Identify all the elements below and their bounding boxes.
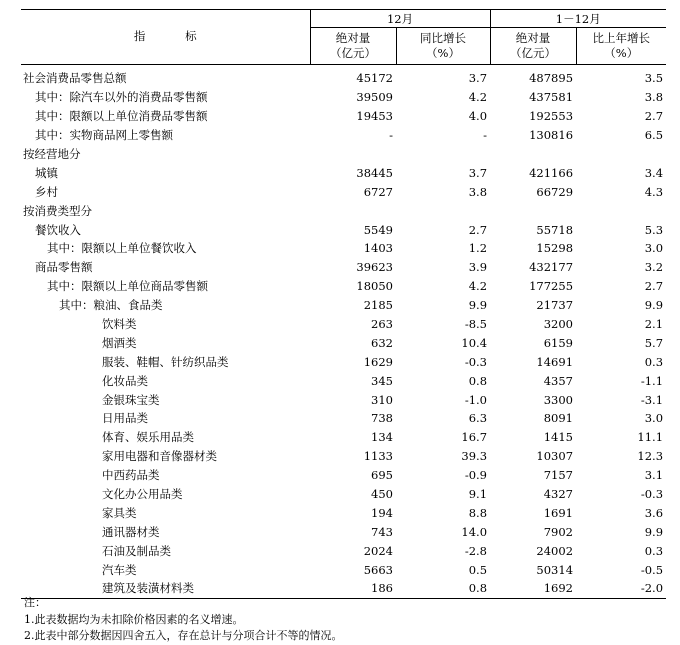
month-yoy-value: 2.7 [468,222,488,237]
row-label: 文化办公用品类 [102,487,183,502]
row-label: 中西药品类 [102,468,160,483]
row-label: 商品零售额 [35,260,93,275]
row-label: 服装、鞋帽、针纺织品类 [102,354,229,369]
month-abs-value: 2024 [363,543,393,558]
ytd-growth-value: 5.3 [644,222,664,237]
row-label: 其中：实物商品网上零售额 [35,128,173,143]
month-abs-value: 450 [371,487,393,502]
month-abs-value: 38445 [356,165,393,180]
table-row [21,503,666,522]
month-abs-value: 39509 [356,90,393,105]
ytd-growth-value: 3.1 [644,468,664,483]
month-abs-value: 2185 [363,298,393,313]
table-row [21,447,666,466]
month-yoy-value: 39.3 [461,449,488,464]
ytd-abs-value: 3300 [543,392,574,407]
table-row [21,466,666,485]
table-row [21,277,666,296]
month-abs-value: 345 [371,373,393,388]
ytd-abs-value: 4327 [543,487,574,502]
month-abs-value: 1133 [363,449,393,464]
month-yoy-value: -1.0 [464,392,488,407]
month-abs-value: 134 [371,430,393,445]
month-abs-value: 310 [371,392,393,407]
table-row [21,371,666,390]
ytd-growth-value: 2.1 [644,317,664,332]
percent-label: （%） [426,46,460,60]
ytd-growth-value: 3.5 [644,71,664,86]
table-row [21,409,666,428]
ytd-abs-value: 24002 [536,543,574,558]
month-yoy-value: -2.8 [464,543,488,558]
row-label: 金银珠宝类 [102,392,160,407]
ytd-growth-value [576,201,666,220]
month-abs-value: 19453 [356,109,393,124]
ytd-abs-value: 421166 [529,165,574,180]
row-label: 日用品类 [102,411,148,426]
month-yoy-value: 16.7 [461,430,488,445]
table-row [21,65,666,88]
row-label: 其中：限额以上单位餐饮收入 [47,241,197,256]
table-row [21,485,666,504]
ytd-abs-value: 55718 [536,222,574,237]
ytd-abs-value: 15298 [536,241,574,256]
month-yoy-value: 4.2 [468,90,488,105]
table-row [21,88,666,107]
table-row [21,201,666,220]
month-abs-value: 743 [371,524,393,539]
ytd-growth-value: -0.5 [640,562,664,577]
month-abs-value: 1403 [363,241,393,256]
ytd-growth-value: 0.3 [644,543,664,558]
ytd-abs-value: 21737 [536,298,574,313]
yoy-label: 同比增长 [420,31,466,45]
month-yoy-value: 3.7 [468,71,488,86]
month-yoy-value: 6.3 [468,411,488,426]
ytd-growth-value: 2.7 [644,279,664,294]
ytd-abs-value: 8091 [543,411,574,426]
ytd-abs-header [490,28,576,65]
row-label: 石油及制品类 [102,543,171,558]
note-1: 1.此表数据均为未扣除价格因素的名义增速。 [24,612,244,626]
ytd-growth-value: -0.3 [640,487,664,502]
ytd-abs-value: 1691 [543,505,574,520]
month-yoy-value: 0.8 [468,581,488,596]
ytd-growth-value: 3.0 [644,411,664,426]
row-label: 乡村 [35,184,58,199]
ytd-abs-value: 487895 [529,71,574,86]
month-yoy-value: 10.4 [461,335,488,350]
ytd-abs-value: 192553 [529,109,574,124]
ytd-growth-value [576,145,666,164]
row-label: 饮料类 [102,317,137,332]
growth-label: 比上年增长 [592,31,651,45]
table-row [21,258,666,277]
table-row [21,145,666,164]
row-label: 化妆品类 [102,373,148,388]
ytd-growth-value: 3.8 [644,90,664,105]
ytd-growth-value: -2.0 [640,581,664,596]
month-abs-value [310,145,396,164]
ytd-growth-value: -1.1 [640,373,664,388]
note-2: 2.此表中部分数据因四舍五入，存在总计与分项合计不等的情况。 [24,629,343,642]
table-row [21,390,666,409]
table-row [21,522,666,541]
ytd-group-header: 1－12月 [490,10,666,28]
row-label: 其中：粮油、食品类 [59,298,163,313]
ytd-abs-value: 1692 [543,581,574,596]
month-yoy-value: 14.0 [461,524,488,539]
month-abs-value: 5663 [363,562,393,577]
ytd-growth-value: 3.0 [644,241,664,256]
abs-label: 绝对量 [515,31,551,45]
percent-label: （%） [604,46,639,60]
row-label: 家具类 [102,505,137,520]
table-row [21,560,666,579]
row-label: 社会消费品零售总额 [23,71,127,86]
month-abs-value: 6727 [363,184,393,199]
ytd-abs-value: 66729 [536,184,574,199]
row-label: 城镇 [35,165,58,180]
month-yoy-value: -8.5 [464,317,488,332]
ytd-growth-value: 11.1 [637,430,664,445]
month-group-header: 12月 [310,10,490,28]
month-yoy-header [396,28,490,65]
month-abs-value: 39623 [356,260,393,275]
month-abs-value: 695 [371,468,393,483]
ytd-abs-value: 437581 [529,90,574,105]
table-header [21,10,666,65]
abs-label: 绝对量 [335,31,371,45]
month-yoy-value: 4.0 [468,109,488,124]
ytd-abs-value: 7157 [543,468,574,483]
indicator-header: 指 标 [21,10,310,65]
month-yoy-value: 9.1 [468,487,488,502]
month-yoy-value: -0.3 [464,354,488,369]
table-row [21,315,666,334]
ytd-abs-value: 130816 [529,128,574,143]
row-label: 通讯器材类 [102,524,160,539]
table-row [21,541,666,560]
row-label: 其中：限额以上单位消费品零售额 [35,109,208,124]
ytd-abs-value: 7902 [543,524,574,539]
ytd-abs-value: 1415 [543,430,574,445]
ytd-growth-value: 3.2 [644,260,664,275]
ytd-growth-value: 2.7 [644,109,664,124]
ytd-growth-value: 4.3 [644,184,664,199]
month-abs-value: 263 [371,317,393,332]
ytd-abs-value: 6159 [543,335,574,350]
unit-label: （亿元） [330,46,376,60]
ytd-growth-value: 9.9 [644,298,664,313]
retail-sales-table [21,9,666,599]
month-abs-value: 632 [371,335,393,350]
table-row [21,333,666,352]
month-yoy-value: 1.2 [468,241,488,256]
month-abs-value: 18050 [356,279,393,294]
row-label: 按经营地分 [23,147,81,161]
row-label: 建筑及装潢材料类 [102,581,194,596]
row-label: 餐饮收入 [35,222,81,237]
month-abs-header [310,28,396,65]
ytd-abs-value: 177255 [529,279,574,294]
month-yoy-value: 8.8 [468,505,488,520]
table-row [21,107,666,126]
month-abs-value: 1629 [363,354,393,369]
ytd-abs-value: 14691 [536,354,574,369]
month-abs-value: 194 [371,505,393,520]
table-row [21,182,666,201]
month-yoy-value: 0.5 [468,562,488,577]
month-yoy-value: 3.7 [468,165,488,180]
ytd-growth-header [576,28,666,65]
month-yoy-value: 4.2 [468,279,488,294]
month-abs-value: 45172 [356,71,393,86]
ytd-growth-value: 6.5 [644,128,664,143]
ytd-growth-value: 5.7 [644,335,664,350]
ytd-abs-value: 10307 [536,449,574,464]
month-yoy-value: 9.9 [468,298,488,313]
month-yoy-value [396,201,490,220]
table-row [21,296,666,315]
ytd-growth-value: 3.4 [644,165,664,180]
month-yoy-value [396,145,490,164]
row-label: 其中：除汽车以外的消费品零售额 [35,90,208,105]
ytd-abs-value [490,201,576,220]
unit-label: （亿元） [510,46,557,60]
month-yoy-value: 0.8 [468,373,488,388]
table-row [21,220,666,239]
table-row [21,163,666,182]
month-abs-value: 5549 [363,222,393,237]
ytd-growth-value: 3.6 [644,505,664,520]
row-label: 按消费类型分 [23,203,92,218]
ytd-abs-value: 3200 [543,317,574,332]
row-label: 体育、娱乐用品类 [102,430,194,445]
ytd-growth-value: 9.9 [644,524,664,539]
month-abs-value: - [389,128,393,143]
ytd-abs-value: 432177 [529,260,574,275]
notes-title: 注： [24,596,46,609]
month-abs-value: 186 [371,581,393,596]
ytd-growth-value: 12.3 [637,449,664,464]
table-row [21,352,666,371]
row-label: 汽车类 [102,562,137,577]
ytd-abs-value: 50314 [536,562,574,577]
row-label: 家用电器和音像器材类 [102,449,217,464]
month-abs-value [310,201,396,220]
month-yoy-value: - [483,128,488,143]
month-yoy-value: 3.9 [468,260,488,275]
ytd-abs-value: 4357 [543,373,574,388]
ytd-growth-value: -3.1 [640,392,664,407]
row-label: 烟酒类 [102,335,137,350]
footnotes [24,595,343,645]
table-row [21,428,666,447]
month-yoy-value: 3.8 [468,184,488,199]
ytd-abs-value [490,145,576,164]
month-yoy-value: -0.9 [464,468,488,483]
table-body [21,65,666,599]
month-abs-value: 738 [371,411,393,426]
table-row [21,239,666,258]
table-row [21,126,666,145]
row-label: 其中：限额以上单位商品零售额 [47,279,208,294]
ytd-growth-value: 0.3 [644,354,664,369]
